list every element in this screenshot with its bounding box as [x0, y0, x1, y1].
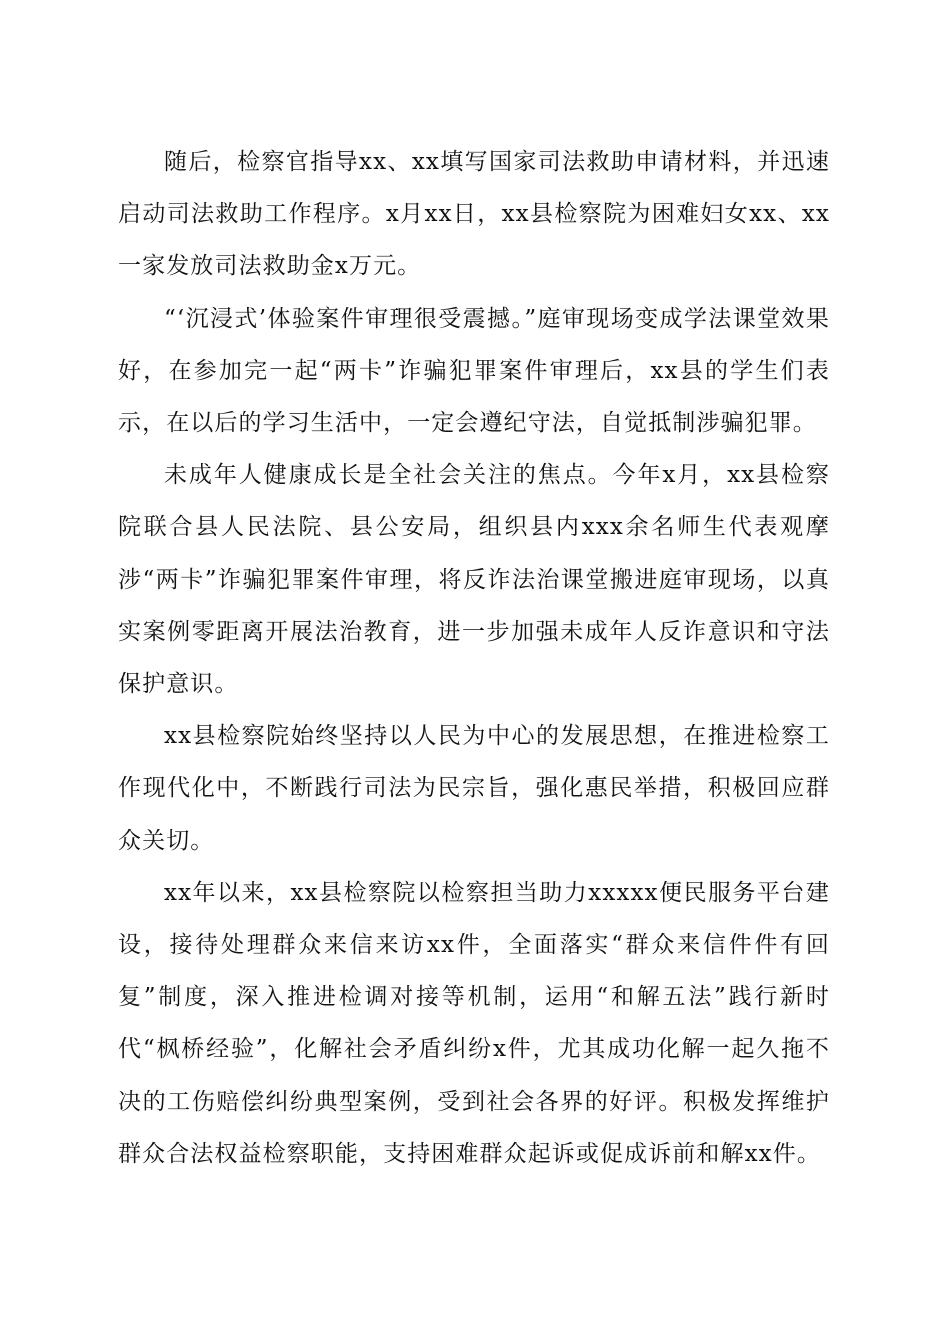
document-body: [118, 136, 830, 1180]
paragraph-judicial-aid: 随后，检察官指导xx、xx填写国家司法救助申请材料，并迅速启动司法救助工作程序。x月xx日，xx县检察院为困难妇女xx、xx一家发放司法救助金x万元。: [118, 149, 830, 280]
paragraph-immersive-trial: “‘沉浸式’体验案件审理很受震撼。”庭审现场变成学法课堂效果好，在参加完一起“两卡”诈骗犯罪案件审理后，xx县的学生们表示，在以后的学习生活中，一定会遵纪守法，自觉抵制涉骗犯罪。: [118, 305, 830, 437]
paragraph-service-platform: xx年以来，xx县检察院以检察担当助力xxxxx便民服务平台建设，接待处理群众来信来访xx件，全面落实“群众来信件件有回复”制度，深入推进检调对接等机制，运用“和解五法”践行新时代“枫桥经验”，化解社会矛盾纠纷x件，尤其成功化解一起久拖不决的工伤赔偿纠纷典型案例，受到社会各界的好评。积极发挥维护群众合法权益检察职能，支持困难群众起诉或促成诉前和解xx件。: [118, 879, 830, 1167]
paragraph-people-centered: xx县检察院始终坚持以人民为中心的发展思想，在推进检察工作现代化中，不断践行司法为民宗旨，强化惠民举措，积极回应群众关切。: [118, 723, 830, 854]
paragraph-minors-education: 未成年人健康成长是全社会关注的焦点。今年x月，xx县检察院联合县人民法院、县公安局，组织县内xxx余名师生代表观摩涉“两卡”诈骗犯罪案件审理，将反诈法治课堂搬进庭审现场，以真实案例零距离开展法治教育，进一步加强未成年人反诈意识和守法保护意识。: [118, 462, 830, 698]
